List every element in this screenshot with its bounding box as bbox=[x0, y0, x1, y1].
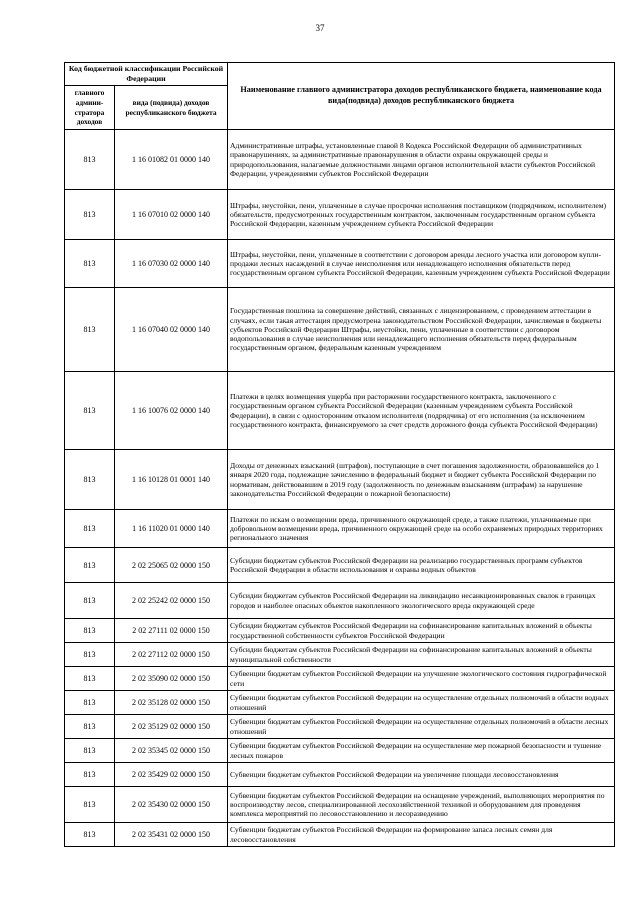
table-row bbox=[65, 715, 615, 739]
table-row bbox=[65, 643, 615, 667]
income-code-cell: 2 02 27111 02 0000 150 bbox=[115, 619, 228, 643]
table-header bbox=[65, 63, 615, 130]
table-body bbox=[65, 130, 615, 847]
admin-code-cell: 813 bbox=[65, 372, 115, 450]
table-row bbox=[65, 823, 615, 847]
income-description-cell: Государственная пошлина за совершение действий, связанных с лицензированием, с проведением аттестации в случаях, если такая аттестация предусмотрена законодательством Российской Федерации, зачисляемая в бюджеты субъектов Российской Федерации Штрафы, неустойки, пени, уплаченные в соответствии с договором водопользования в случае неисполнения или ненадлежащего исполнения обязательств перед федеральным государственным органом, федеральным казенным учреждением bbox=[228, 288, 615, 372]
admin-code-cell: 813 bbox=[65, 288, 115, 372]
table-row bbox=[65, 240, 615, 288]
income-code-cell: 2 02 35430 02 0000 150 bbox=[115, 787, 228, 823]
income-code-cell: 1 16 07030 02 0000 140 bbox=[115, 240, 228, 288]
income-code-cell: 1 16 10076 02 0000 140 bbox=[115, 372, 228, 450]
admin-code-cell: 813 bbox=[65, 739, 115, 763]
table-row bbox=[65, 548, 615, 583]
income-description-cell: Субвенции бюджетам субъектов Российской Федерации на осуществление отдельных полномочий в области водных отношений bbox=[228, 691, 615, 715]
admin-code-cell: 813 bbox=[65, 823, 115, 847]
income-description-cell: Субвенции бюджетам субъектов Российской Федерации на формирование запаса лесных семян для лесовосстановления bbox=[228, 823, 615, 847]
income-code-cell: 1 16 11020 01 0000 140 bbox=[115, 510, 228, 548]
table-row bbox=[65, 619, 615, 643]
income-description-cell: Штрафы, неустойки, пени, уплаченные в случае просрочки исполнения поставщиком (подрядчиком, исполнителем) обязательств, предусмотренных государственным контрактом, заключенным государственным органом субъекта Российской Федерации, казенным учреждением субъекта Российской Федерации bbox=[228, 190, 615, 240]
table-row bbox=[65, 130, 615, 190]
admin-code-cell: 813 bbox=[65, 510, 115, 548]
table-row bbox=[65, 372, 615, 450]
table-row bbox=[65, 450, 615, 510]
table-row bbox=[65, 190, 615, 240]
income-description-cell: Субвенции бюджетам субъектов Российской Федерации на осуществление отдельных полномочий в области лесных отношений bbox=[228, 715, 615, 739]
income-code-cell: 1 16 10128 01 0001 140 bbox=[115, 450, 228, 510]
admin-code-cell: 813 bbox=[65, 130, 115, 190]
income-description-cell: Субвенции бюджетам субъектов Российской Федерации на оснащение учреждений, выполняющих мероприятия по воспроизводству лесов, специализированной лесохозяйственной техникой и оборудованием для проведения комплекса мероприятий по лесовосстановлению и лесоразведению bbox=[228, 787, 615, 823]
income-code-cell: 2 02 35129 02 0000 150 bbox=[115, 715, 228, 739]
income-code-cell: 2 02 35128 02 0000 150 bbox=[115, 691, 228, 715]
table-row bbox=[65, 583, 615, 619]
income-code-cell: 2 02 27112 02 0000 150 bbox=[115, 643, 228, 667]
income-description-cell: Субсидии бюджетам субъектов Российской Федерации на реализацию государственных программ субъектов Российской Федерации в области использования и охраны водных объектов bbox=[228, 548, 615, 583]
income-code-cell: 2 02 35090 02 0000 150 bbox=[115, 667, 228, 691]
income-description-cell: Платежи в целях возмещения ущерба при расторжении государственного контракта, заключенного с государственным органом субъекта Российской Федерации (казенным учреждением субъекта Российской Федерации), в связи с односторонним отказом исполнителя (подрядчика) от его исполнения (за исключением государственного контракта, финансируемого за счет средств дорожного фонда субъекта Российской Федерации) bbox=[228, 372, 615, 450]
table-row bbox=[65, 787, 615, 823]
income-description-cell: Субсидии бюджетам субъектов Российской Федерации на софинансирование капитальных вложений в объекты государственной собственности субъектов Российской Федерации bbox=[228, 619, 615, 643]
table-row bbox=[65, 288, 615, 372]
admin-code-cell: 813 bbox=[65, 643, 115, 667]
page-number: 37 bbox=[315, 23, 325, 33]
income-code-cell: 2 02 35345 02 0000 150 bbox=[115, 739, 228, 763]
income-code-cell: 2 02 25242 02 0000 150 bbox=[115, 583, 228, 619]
income-description-cell: Платежи по искам о возмещении вреда, причиненного окружающей среде, а также платежи, уплачиваемые при добровольном возмещении вреда, причиненного окружающей среде на особо охраняемых природных территориях регионального значения bbox=[228, 510, 615, 548]
income-code-cell: 1 16 07010 02 0000 140 bbox=[115, 190, 228, 240]
admin-code-cell: 813 bbox=[65, 667, 115, 691]
income-description-cell: Доходы от денежных взысканий (штрафов), поступающие в счет погашения задолженности, образовавшейся до 1 января 2020 года, подлежащие зачислению в федеральный бюджет и бюджет субъекта Российской Федерации по нормативам, действовавшим в 2019 году (задолженность по денежным взысканиям (штрафам) за нарушение законодательства Российской Федерации о пожарной безопасности) bbox=[228, 450, 615, 510]
budget-classification-table bbox=[64, 62, 615, 847]
income-code-cell: 1 16 07040 02 0000 140 bbox=[115, 288, 228, 372]
table-row bbox=[65, 763, 615, 787]
income-description-cell: Субсидии бюджетам субъектов Российской Федерации на софинансирование капитальных вложений в объекты муниципальной собственности bbox=[228, 643, 615, 667]
table-row bbox=[65, 691, 615, 715]
income-code-cell: 2 02 35431 02 0000 150 bbox=[115, 823, 228, 847]
admin-code-cell: 813 bbox=[65, 240, 115, 288]
income-description-cell: Субвенции бюджетам субъектов Российской Федерации на осуществление мер пожарной безопасности и тушение лесных пожаров bbox=[228, 739, 615, 763]
admin-code-cell: 813 bbox=[65, 190, 115, 240]
income-code-cell: 2 02 35429 02 0000 150 bbox=[115, 763, 228, 787]
table-row bbox=[65, 739, 615, 763]
income-description-cell: Субвенции бюджетам субъектов Российской Федерации на увеличение площади лесовосстановления bbox=[228, 763, 615, 787]
header-name-column: Наименование главного администратора доходов республиканского бюджета, наименование кода вида(подвида) доходов республиканского бюджета bbox=[228, 63, 615, 130]
income-description-cell: Субсидии бюджетам субъектов Российской Федерации на ликвидацию несанкционированных свалок в границах городов и наиболее опасных объектов накопленного экологического вреда окружающей среде bbox=[228, 583, 615, 619]
table-row bbox=[65, 510, 615, 548]
admin-code-cell: 813 bbox=[65, 619, 115, 643]
admin-code-cell: 813 bbox=[65, 787, 115, 823]
admin-code-cell: 813 bbox=[65, 691, 115, 715]
table-row bbox=[65, 667, 615, 691]
income-code-cell: 1 16 01082 01 0000 140 bbox=[115, 130, 228, 190]
header-admin-column: главного админи-стратора доходов bbox=[65, 86, 115, 130]
income-description-cell: Субвенции бюджетам субъектов Российской Федерации на улучшение экологического состояния гидрографической сети bbox=[228, 667, 615, 691]
admin-code-cell: 813 bbox=[65, 583, 115, 619]
header-type-column: вида (подвида) доходов республиканского бюджета bbox=[115, 86, 228, 130]
admin-code-cell: 813 bbox=[65, 548, 115, 583]
admin-code-cell: 813 bbox=[65, 715, 115, 739]
admin-code-cell: 813 bbox=[65, 763, 115, 787]
income-description-cell: Штрафы, неустойки, пени, уплаченные в соответствии с договором аренды лесного участка или договором купли-продажи лесных насаждений в случае неисполнения или ненадлежащего исполнения обязательств перед государственным органом субъекта Российской Федерации, казенным учреждением субъекта Российской Федерации bbox=[228, 240, 615, 288]
admin-code-cell: 813 bbox=[65, 450, 115, 510]
income-description-cell: Административные штрафы, установленные главой 8 Кодекса Российской Федерации об административных правонарушениях, за административные правонарушения в области охраны окружающей среды и природопользования, налагаемые должностными лицами органов исполнительной власти субъектов Российской Федерации, учреждениями субъектов Российской Федерации bbox=[228, 130, 615, 190]
income-code-cell: 2 02 25065 02 0000 150 bbox=[115, 548, 228, 583]
header-code-group: Код бюджетной классификации Российской Федерации bbox=[65, 63, 228, 86]
